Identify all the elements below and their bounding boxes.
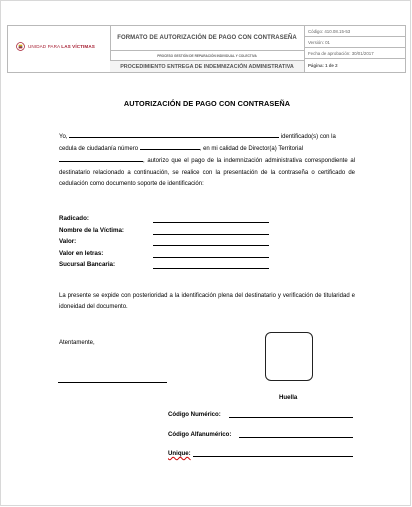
field-valor: Valor: bbox=[59, 238, 274, 250]
nombre-victima-blank[interactable] bbox=[153, 234, 269, 235]
field-sucursal: Sucursal Bancaria: bbox=[59, 261, 274, 273]
unique-blank[interactable] bbox=[193, 456, 353, 457]
logo-text: UNIDAD PARA LAS VÍCTIMAS bbox=[28, 44, 95, 49]
valor-blank[interactable] bbox=[153, 245, 269, 246]
logo-cell bbox=[8, 26, 111, 72]
cedula-blank[interactable] bbox=[140, 143, 200, 150]
fingerprint-box[interactable] bbox=[265, 332, 313, 381]
unidad-victimas-logo bbox=[16, 42, 95, 51]
sucursal-blank[interactable] bbox=[153, 268, 269, 269]
page-number: Página: 1 de 2 bbox=[308, 62, 338, 68]
procedure-name: PROCEDIMIENTO ENTREGA DE INDEMNIZACIÓN ADMINISTRATIVA bbox=[110, 61, 304, 72]
beneficiary-fields bbox=[59, 215, 274, 273]
signature-line[interactable] bbox=[58, 382, 167, 383]
header-right bbox=[304, 26, 405, 72]
calidad-text: , en mi calidad de Director(a) Territorial bbox=[199, 146, 303, 153]
authorization-paragraph bbox=[59, 131, 355, 190]
process-name: PROCESO GESTIÓN DE REPARACIÓN INDIVIDUAL Y COLECTIVA bbox=[110, 51, 304, 61]
autorizo-text: , autorizo que el pago de la indemnización administrativa bbox=[143, 158, 302, 165]
yo-label: Yo, bbox=[59, 134, 68, 140]
header-middle bbox=[110, 26, 305, 72]
codigo-numerico-label: Código Numérico: bbox=[168, 411, 221, 418]
radicado-blank[interactable] bbox=[153, 222, 269, 223]
closing-text: Atentamente, bbox=[59, 340, 95, 346]
cedula-text: cedula de ciudadanía número bbox=[59, 146, 139, 153]
form-title: FORMATO DE AUTORIZACIÓN DE PAGO CON CONTRASEÑA bbox=[110, 26, 304, 51]
valor-letras-blank[interactable] bbox=[153, 257, 269, 258]
territorial-blank[interactable] bbox=[59, 155, 143, 162]
approval-date: Fecha de aprobación: 30/01/2017 bbox=[304, 48, 405, 59]
field-nombre-victima: Nombre de la Víctima: bbox=[59, 227, 274, 239]
identificado-text: identificado(s) con la bbox=[280, 134, 336, 140]
huella-label: Huella bbox=[279, 394, 298, 401]
unique-label: Unique: bbox=[168, 450, 191, 457]
codigo-alfanumerico-blank[interactable] bbox=[239, 437, 353, 438]
codigo-alfanumerico-label: Código Alfanumérico: bbox=[168, 431, 232, 438]
field-radicado: Radicado: bbox=[59, 215, 274, 227]
document-code: Código: 410.08.15-53 bbox=[304, 26, 405, 37]
name-blank[interactable] bbox=[69, 131, 279, 138]
document-header bbox=[7, 25, 406, 73]
document-version: Versión: 01 bbox=[304, 37, 405, 48]
field-valor-letras: Valor en letras: bbox=[59, 250, 274, 262]
document-title: AUTORIZACIÓN DE PAGO CON CONTRASEÑA bbox=[123, 99, 291, 108]
colombia-shield-icon bbox=[16, 42, 25, 51]
verification-paragraph: La presente se expide con posterioridad a la identificación plena del destinatario y verificación de titularidad e idoneidad del documento. bbox=[59, 293, 355, 310]
codigo-numerico-blank[interactable] bbox=[229, 417, 353, 418]
paragraph-rest: correspondiente al destinatario relacionado a continuación, se realice con la presentación de la contraseña o certificado de ceduIación como documento soporte de identificación: bbox=[59, 158, 355, 187]
